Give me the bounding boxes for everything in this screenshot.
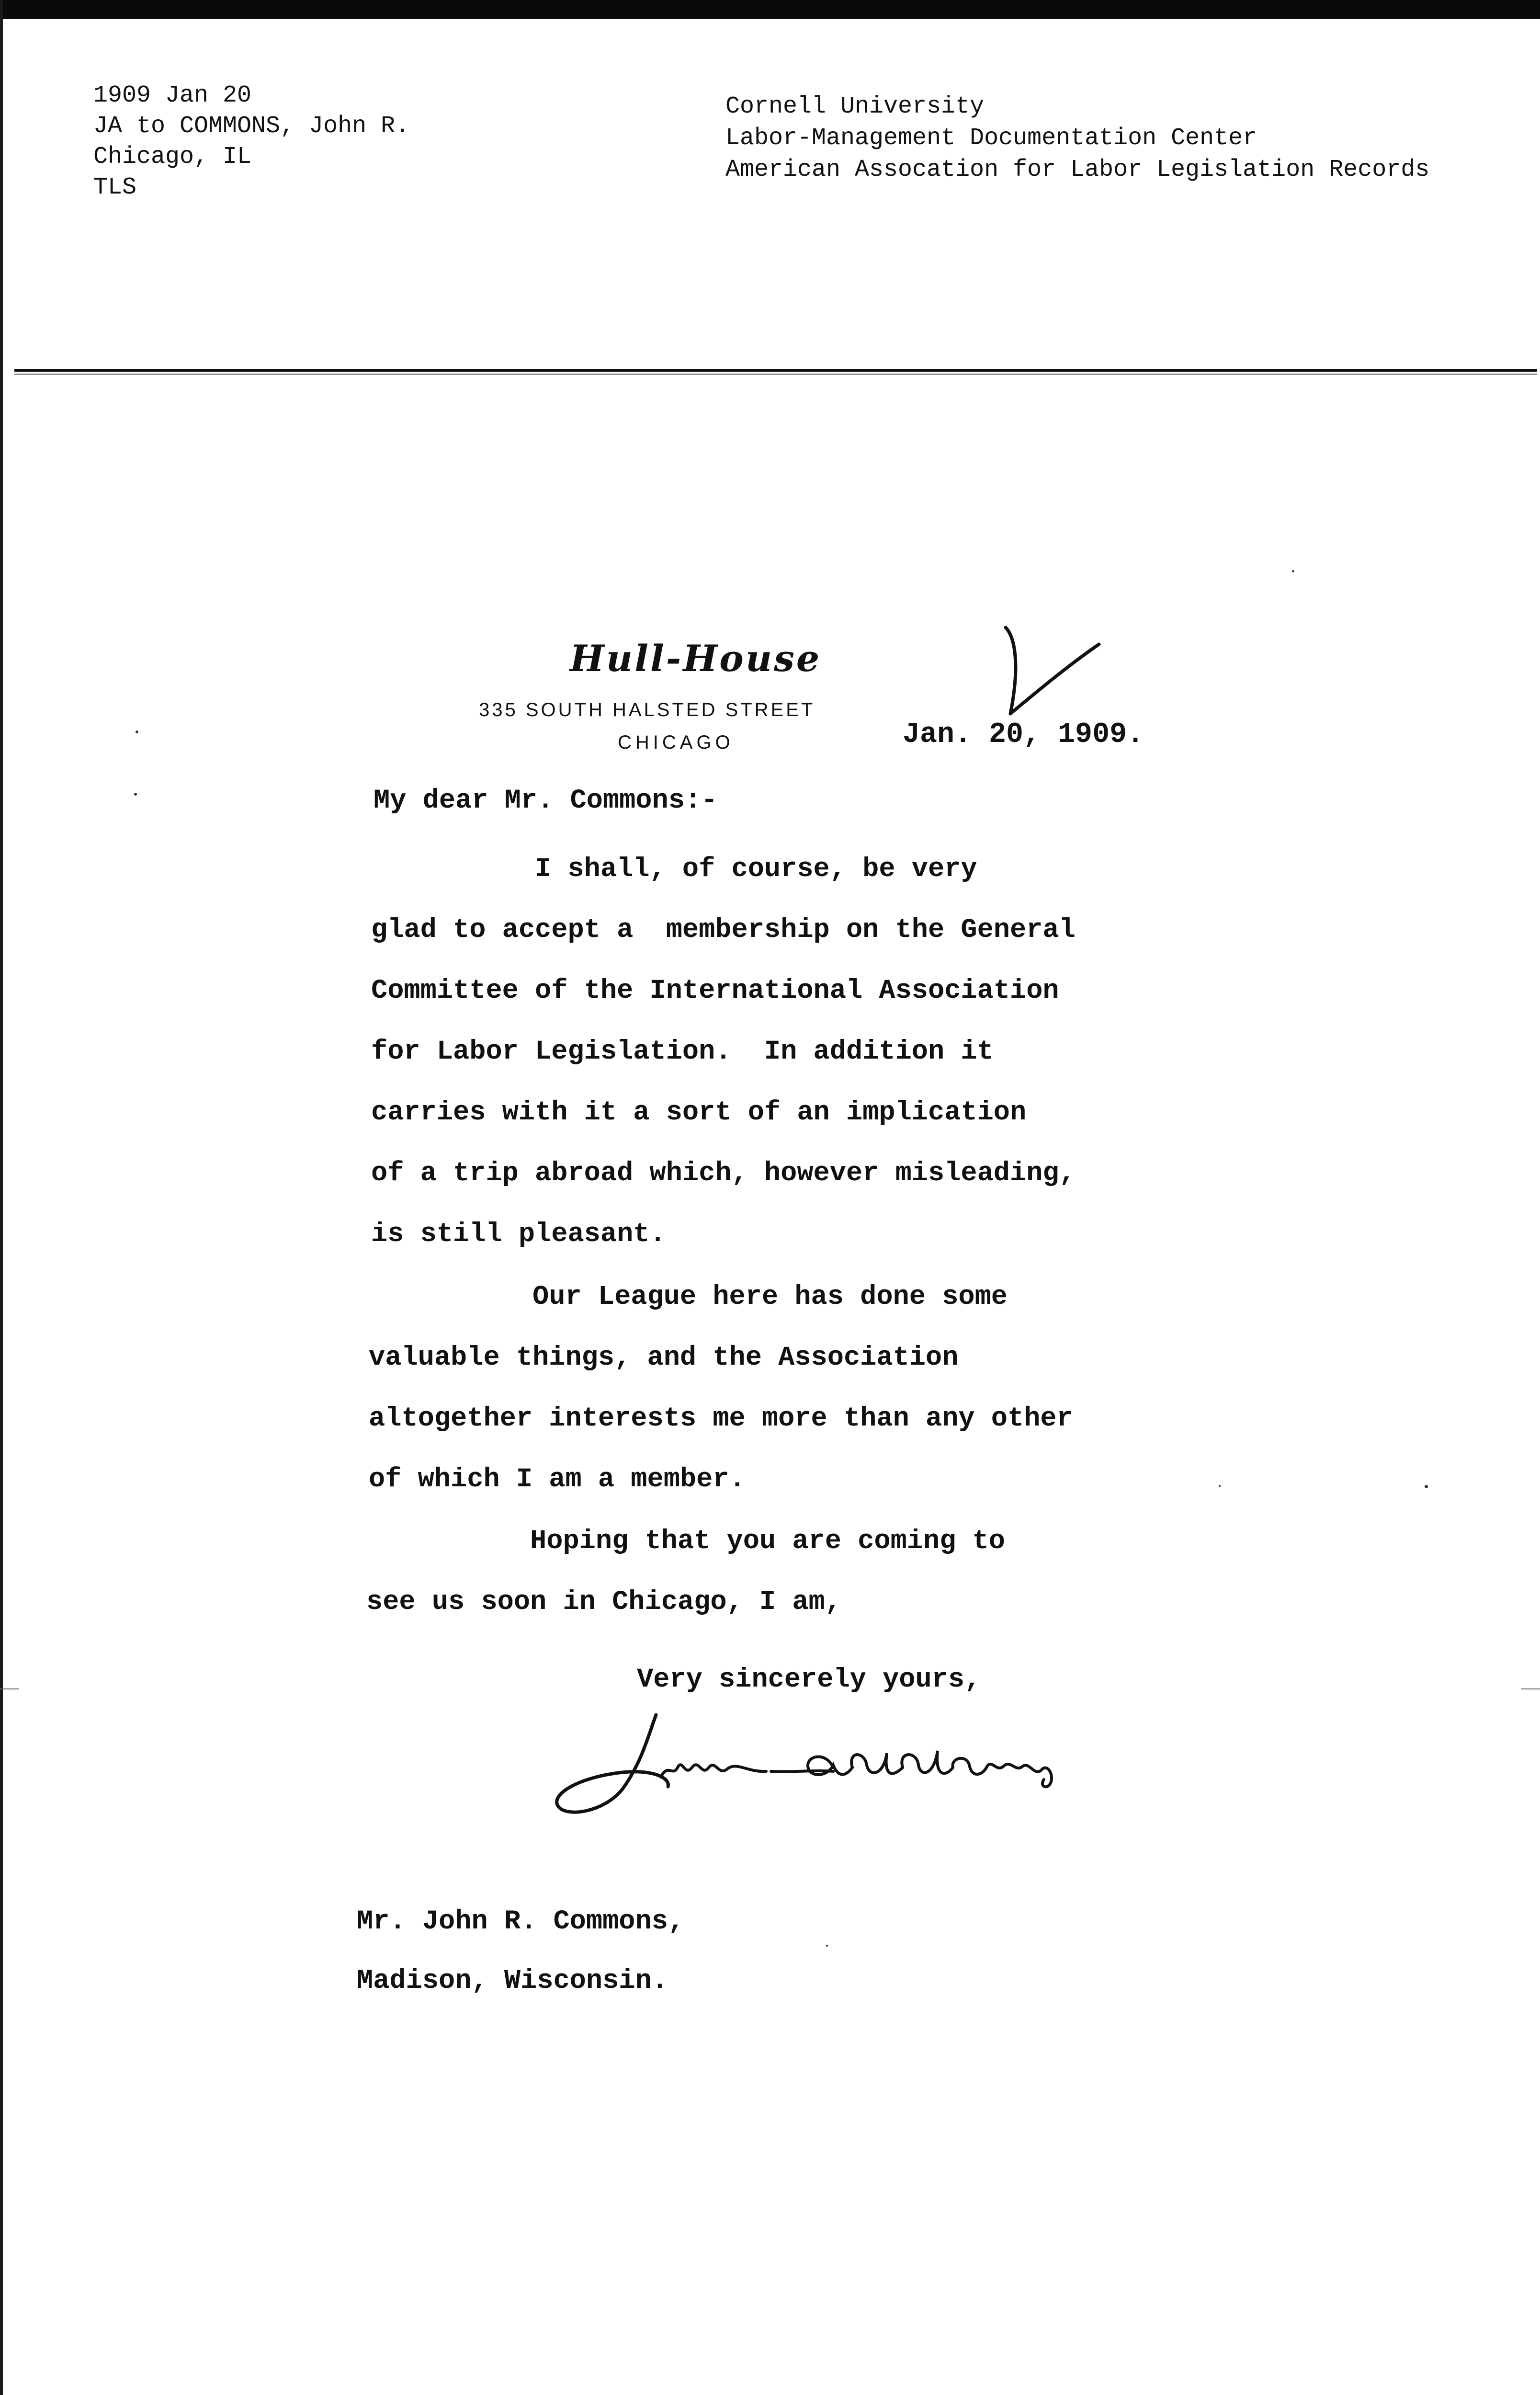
header-divider-shadow <box>14 374 1537 375</box>
closing: Very sincerely yours, <box>637 1665 981 1695</box>
scan-left-border <box>0 0 3 2395</box>
paragraph-2 <box>369 1267 1073 1510</box>
recipient-address <box>357 1892 684 2011</box>
scan-speck <box>1425 1485 1428 1488</box>
archive-collection: American Assocation for Labor Legislation Records <box>725 156 1430 183</box>
letterhead-name: Hull-House <box>570 637 822 680</box>
text-line: Hoping that you are coming to <box>366 1526 1006 1557</box>
text-line: altogether interests me more than any other <box>369 1403 1073 1434</box>
catalog-date: 1909 Jan 20 <box>93 82 252 109</box>
text-line: of which I am a member. <box>369 1464 746 1495</box>
scan-top-border <box>0 0 1540 19</box>
text-line: carries with it a sort of an implication <box>371 1097 1027 1128</box>
letterhead-city: CHICAGO <box>618 732 734 753</box>
text-line: I shall, of course, be very <box>371 854 977 885</box>
text-line: is still pleasant. <box>371 1219 666 1250</box>
text-line: for Labor Legislation. In addition it <box>371 1037 994 1067</box>
recipient-location: Madison, Wisconsin. <box>357 1966 668 1996</box>
archive-center: Labor-Management Documentation Center <box>725 125 1257 152</box>
signature-image <box>546 1705 1087 1830</box>
text-line: see us soon in Chicago, I am, <box>366 1587 841 1618</box>
margin-tick <box>0 1688 19 1689</box>
header-divider <box>14 369 1537 372</box>
paragraph-1 <box>371 839 1076 1265</box>
archive-institution: Cornell University <box>725 93 985 120</box>
letterhead-street: 335 SOUTH HALSTED STREET <box>479 699 815 720</box>
recipient-name: Mr. John R. Commons, <box>357 1906 685 1937</box>
scan-speck <box>136 730 138 733</box>
scan-speck <box>826 1945 828 1947</box>
margin-tick <box>1521 1688 1540 1689</box>
scan-speck <box>1219 1485 1221 1487</box>
check-mark-icon <box>996 623 1101 718</box>
catalog-place: Chicago, IL <box>93 143 252 171</box>
text-line: glad to accept a membership on the General <box>371 915 1076 946</box>
text-line: valuable things, and the Association <box>369 1343 959 1373</box>
text-line: Our League here has done some <box>369 1282 1008 1312</box>
catalog-correspondents: JA to COMMONS, John R. <box>93 113 410 140</box>
scan-speck <box>134 793 137 796</box>
scan-speck <box>1292 570 1294 572</box>
text-line: Committee of the International Association <box>371 976 1059 1006</box>
letter-date: Jan. 20, 1909. <box>903 718 1144 751</box>
text-line: of a trip abroad which, however misleading, <box>371 1158 1076 1189</box>
catalog-info <box>93 80 409 203</box>
paragraph-3 <box>366 1511 1005 1633</box>
salutation: My dear Mr. Commons:- <box>374 786 718 816</box>
catalog-type: TLS <box>93 174 137 201</box>
archive-source <box>725 91 1429 186</box>
